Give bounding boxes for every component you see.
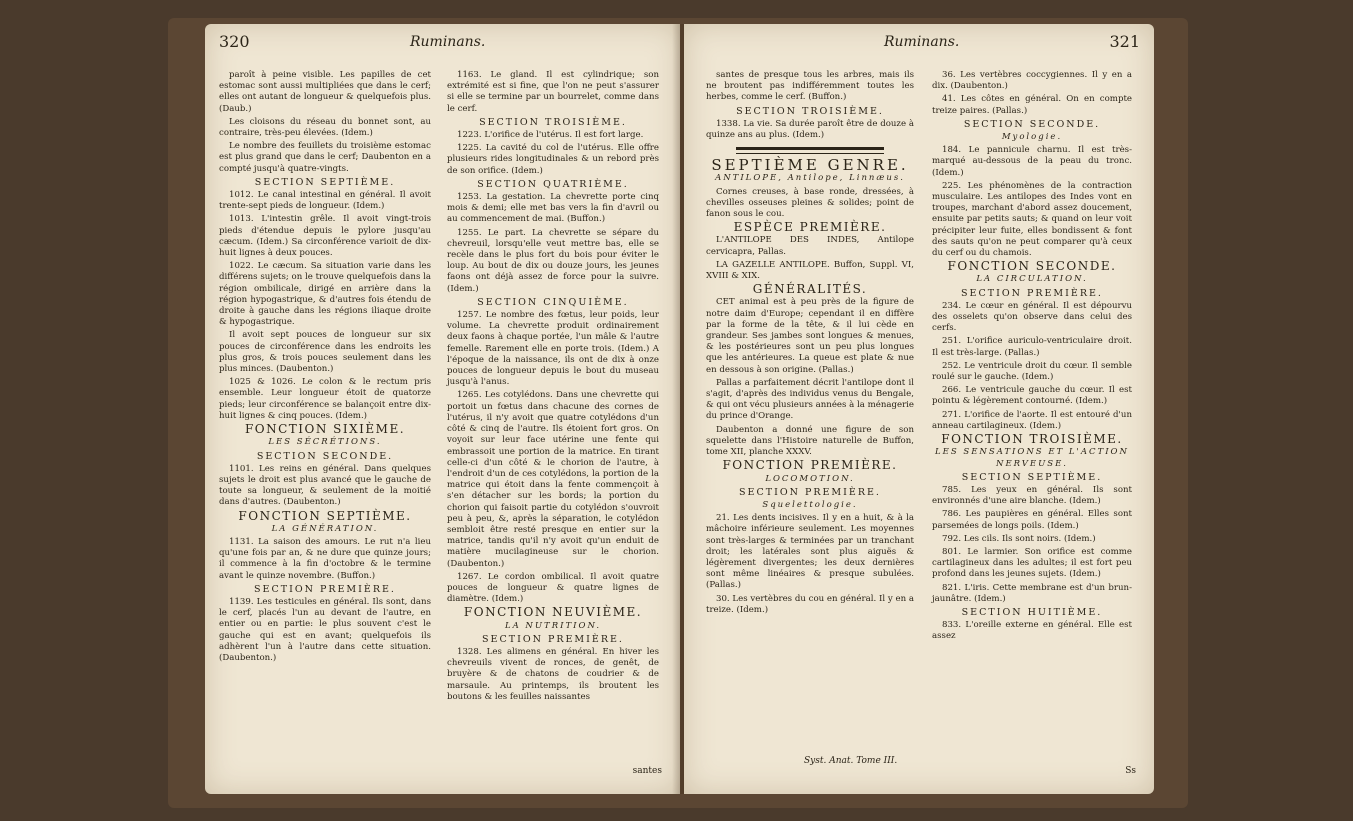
- section-heading: SECTION CINQUIÈME.: [477, 296, 629, 308]
- left-page: [205, 24, 680, 794]
- paragraph: 1255. Le part. La chevrette se sépare du chevreuil, lorsqu'elle veut mettre bas, elle se recèle dans le plus fort du bois pour éviter le loup. Au bout de dix ou douze jours, les jeunes faons ont déjà assez de force pour la suivre. (Idem.): [447, 227, 659, 294]
- paragraph: Le nombre des feuillets du troisième estomac est plus grand que dans le cerf; Daubenton en a compté jusqu'à quatre-vingts.: [219, 141, 431, 174]
- paragraph: 785. Les yeux en général. Ils sont environnés d'une aire blanche. (Idem.): [932, 484, 1132, 507]
- paragraph: 1328. Les alimens en général. En hiver les chevreuils vivent de ronces, de genêt, de bruyère & de chatons de coudrier & de marsaule. Au printemps, ils broutent les boutons & les feuilles naissantes: [447, 646, 659, 702]
- paragraph: Daubenton a donné une figure de son squelette dans l'Histoire naturelle de Buffon, tome XII, planche XXXV.: [706, 424, 914, 458]
- paragraph: 792. Les cils. Ils sont noirs. (Idem.): [942, 533, 1096, 544]
- section-heading: SECTION SECONDE.: [256, 450, 394, 462]
- paragraph: 41. Les côtes en général. On en compte treize paires. (Pallas.): [932, 94, 1132, 116]
- sub-heading: LA GÉNÉRATION.: [271, 523, 379, 534]
- paragraph: 1022. Le cæcum. Sa situation varie dans les différens sujets; on le trouve quelquefois dans la région ombilicale, dirigé en arrière dans la région hypogastrique, & d'autres fois étendu de droite à gauche dans les régions iliaque droite & hypogastrique.: [219, 261, 431, 328]
- paragraph: 1101. Les reins en général. Dans quelques sujets le droit est plus avancé que le gauche de toute sa longueur, & seulement de la moitié dans d'autres. (Daubenton.): [219, 463, 431, 508]
- paragraph: Pallas a parfaitement décrit l'antilope dont il s'agit, d'après des individus venus du Bengale, & qui ont vécu plusieurs années à la ménagerie du prince d'Orange.: [706, 377, 915, 422]
- paragraph: 786. Les paupières en général. Elles sont parsemées de longs poils. (Idem.): [932, 509, 1132, 531]
- paragraph: 252. Le ventricule droit du cœur. Il semble roulé sur le gauche. (Idem.): [932, 360, 1132, 383]
- function-heading: ESPÈCE PREMIÈRE.: [733, 220, 887, 235]
- paragraph: 184. Le pannicule charnu. Il est très-marqué au-dessous de la peau du tronc. (Idem.): [932, 145, 1132, 178]
- paragraph: 821. L'iris. Cette membrane est d'un brun-jaunâtre. (Idem.): [932, 582, 1132, 604]
- catchword-right: Ss: [1125, 766, 1136, 776]
- sub-heading: LOCOMOTION.: [765, 473, 855, 484]
- paragraph: LA GAZELLE ANTILOPE. Buffon, Suppl. VI, XVIII & XIX.: [706, 259, 914, 282]
- section-heading: SECTION SEPTIÈME.: [254, 176, 396, 188]
- paragraph: 251. L'orifice auriculo-ventriculaire droit. Il est très-large. (Pallas.): [932, 336, 1132, 358]
- paragraph: 1338. La vie. Sa durée paroît être de douze à quinze ans au plus. (Idem.): [706, 118, 914, 141]
- sub-heading: Squelettologie.: [762, 499, 858, 510]
- sub-heading: LES SÉCRÉTIONS.: [268, 437, 382, 448]
- paragraph: 801. Le larmier. Son orifice est comme cartilagineux dans les adultes; il est fort peu profond dans les jeunes sujets. (Idem.): [932, 546, 1132, 580]
- section-heading: SECTION TROISIÈME.: [736, 105, 884, 117]
- function-heading: FONCTION PREMIÈRE.: [722, 458, 898, 473]
- section-heading: SECTION PREMIÈRE.: [961, 287, 1103, 299]
- genre-rule: [736, 147, 884, 150]
- section-heading: SECTION QUATRIÈME.: [477, 178, 629, 190]
- paragraph: 1257. Le nombre des fœtus, leur poids, leur volume. La chevrette produit ordinairement deux faons à chaque portée, l'un mâle & l'autre femelle. Rarement elle en porte trois. (Idem.) A l'époque de la naissance, ils ont de dix à onze pouces de longueur depuis le bout du museau jusqu'à l'anus.: [447, 310, 659, 388]
- section-heading: SECTION PREMIÈRE.: [254, 583, 396, 595]
- sub-heading: ANTILOPE, Antilope, Linnæus.: [715, 173, 905, 184]
- paragraph: 1267. Le cordon ombilical. Il avoit quatre pouces de longueur & quatre lignes de diamètre. (Idem.): [447, 571, 659, 605]
- paragraph: Cornes creuses, à base ronde, dressées, à chevilles osseuses pleines & solides; point de fanon sous le cou.: [706, 186, 914, 220]
- function-heading: FONCTION SIXIÈME.: [244, 422, 406, 437]
- genre-rule-thin: [736, 153, 884, 154]
- genre-heading: SEPTIÈME GENRE.: [711, 156, 909, 175]
- sub-heading: LA CIRCULATION.: [976, 274, 1088, 285]
- paragraph: 30. Les vertèbres du cou en général. Il y en a treize. (Idem.): [706, 593, 914, 615]
- section-heading: SECTION PREMIÈRE.: [482, 633, 624, 645]
- paragraph: 1013. L'intestin grêle. Il avoit vingt-trois pieds d'étendue depuis le pylore jusqu'au cæcum. (Idem.) Sa circonférence varioit de dix-huit lignes à deux pouces.: [219, 214, 431, 259]
- section-heading: SECTION TROISIÈME.: [479, 116, 627, 128]
- paragraph: CET animal est à peu près de la figure de notre daim d'Europe; cependant il en diffère par la forme de la tête, & il lui cède en grandeur. Ses jambes sont longues & menues, & les postérieures sont un peu plus longues que les antérieures. La queue est plate & nue en dessous à son origine. (Pallas.): [706, 297, 914, 375]
- function-heading: FONCTION SECONDE.: [947, 259, 1117, 274]
- section-heading: SECTION PREMIÈRE.: [739, 486, 881, 498]
- paragraph: 271. L'orifice de l'aorte. Il est entouré d'un anneau cartilagineux. (Idem.): [932, 409, 1132, 431]
- paragraph: 225. Les phénomènes de la contraction musculaire. Les antilopes des Indes vont en troupes, marchant d'abord assez doucement, ensuite par petits sauts; & quand on leur voit précipiter leur fuite, elles bondissent & font des sauts qu'on ne peut comparer qu'à ceux du cerf ou du chamois.: [932, 180, 1132, 259]
- paragraph: 1223. L'orifice de l'utérus. Il est fort large.: [457, 130, 644, 141]
- right-column-2: [932, 70, 1132, 645]
- paragraph: 234. Le cœur en général. Il est dépourvu des osselets qu'on observe dans celui des cerfs.: [932, 300, 1132, 334]
- paragraph: 1253. La gestation. La chevrette porte cinq mois & demi; elle met bas vers la fin d'avril ou au commencement de mai. (Buffon.): [447, 192, 659, 225]
- paragraph: 833. L'oreille externe en général. Elle est assez: [932, 620, 1132, 642]
- section-heading: SECTION SEPTIÈME.: [961, 471, 1103, 483]
- sub-heading: LES SENSATIONS ET L'ACTION NERVEUSE.: [935, 447, 1129, 469]
- right-column-1: [706, 70, 914, 618]
- paragraph: 1265. Les cotylédons. Dans une chevrette qui portoit un fœtus dans chacune des cornes de l'utérus, il n'y avoit que quatre cotylédons d'un côté & cinq de l'autre. Ils étoient fort gros. On voyoit sur leur face utérine une fente qui embrassoit une portion de la matrice. En tirant celle-ci d'un côté & le chorion de l'autre, à l'endroit d'un de ces cotylédons, la portion de la matrice qui étoit dans la fente commençoit à s'en détacher sur les bords; la portion du chorion qui faisoit partie du cotylédon s'ouvroit peu à peu, &, après la séparation, le cotylédon sembloit être resté presque en entier sur la matrice, tandis qu'il n'y avoit qu'un enduit de matière mucilagineuse sur le chorion. (Daubenton.): [447, 390, 659, 569]
- page-number-left: 320: [219, 32, 250, 51]
- signature-mark: Syst. Anat. Tome III.: [804, 756, 898, 766]
- paragraph: 1025 & 1026. Le colon & le rectum pris ensemble. Leur longueur étoit de quatorze pieds; leur circonférence se balançoit entre dix-huit lignes & cinq pouces. (Idem.): [219, 377, 431, 421]
- paragraph: L'ANTILOPE DES INDES, Antilope cervicapra, Pallas.: [706, 235, 914, 257]
- running-head-right: Ruminans.: [884, 34, 960, 50]
- function-heading: FONCTION SEPTIÈME.: [238, 508, 412, 523]
- sub-heading: Myologie.: [1001, 132, 1063, 143]
- paragraph: 36. Les vertèbres coccygiennes. Il y en a dix. (Daubenton.): [932, 70, 1132, 92]
- paragraph: 1163. Le gland. Il est cylindrique; son extrémité est si fine, que l'on ne peut s'assurer si elle se termine par un bourrelet, comme dans le cerf.: [447, 70, 659, 114]
- section-heading: SECTION HUITIÈME.: [961, 606, 1103, 618]
- right-page: [684, 24, 1154, 794]
- paragraph: 21. Les dents incisives. Il y en a huit, & à la mâchoire inférieure seulement. Les moyennes sont très-larges & terminées par un tranchant droit; les latérales sont plus aiguës & légèrement divergentes; les deux dernières sont même linéaires & presque subulées. (Pallas.): [706, 513, 914, 591]
- running-head-left: Ruminans.: [410, 34, 486, 50]
- function-heading: FONCTION TROISIÈME.: [941, 432, 1123, 447]
- left-column-2: [447, 70, 659, 705]
- section-heading: SECTION SECONDE.: [963, 118, 1101, 130]
- paragraph: 1012. Le canal intestinal en général. Il avoit trente-sept pieds de longueur. (Idem.): [219, 190, 431, 212]
- paragraph: Les cloisons du réseau du bonnet sont, au contraire, très-peu élevées. (Idem.): [219, 116, 431, 139]
- sub-heading: LA NUTRITION.: [504, 620, 602, 631]
- paragraph: Il avoit sept pouces de longueur sur six pouces de circonférence dans les endroits les plus gros, & trois pouces seulement dans les plus minces. (Daubenton.): [219, 330, 431, 375]
- function-heading: FONCTION NEUVIÈME.: [463, 605, 643, 620]
- paragraph: 1139. Les testicules en général. Ils sont, dans le cerf, placés l'un au devant de l'autre, en entier ou en partie: le plus souvent c'est le gauche qui est en avant; quelquefois ils adhèrent l'un à l'autre dans cette situation. (Daubenton.): [219, 596, 431, 663]
- paragraph: santes de presque tous les arbres, mais ils ne broutent pas indifféremment toutes les herbes, comme le cerf. (Buffon.): [706, 70, 914, 103]
- paragraph: 1225. La cavité du col de l'utérus. Elle offre plusieurs rides longitudinales & un rebord près de son orifice. (Idem.): [447, 143, 659, 176]
- paragraph: 266. Le ventricule gauche du cœur. Il est pointu & légèrement contourné. (Idem.): [932, 385, 1132, 407]
- left-column-1: [219, 70, 431, 666]
- catchword-left: santes: [632, 766, 662, 776]
- paragraph: paroît à peine visible. Les papilles de cet estomac sont aussi multipliées que dans le cerf; elles ont autant de longueur & quelquefois plus. (Daub.): [219, 70, 431, 114]
- function-heading: GÉNÉRALITÉS.: [752, 282, 868, 297]
- paragraph: 1131. La saison des amours. Le rut n'a lieu qu'une fois par an, & ne dure que quinze jours; il commence à la fin d'octobre & le termine avant le quinze novembre. (Buffon.): [219, 536, 431, 581]
- page-number-right: 321: [1109, 32, 1140, 51]
